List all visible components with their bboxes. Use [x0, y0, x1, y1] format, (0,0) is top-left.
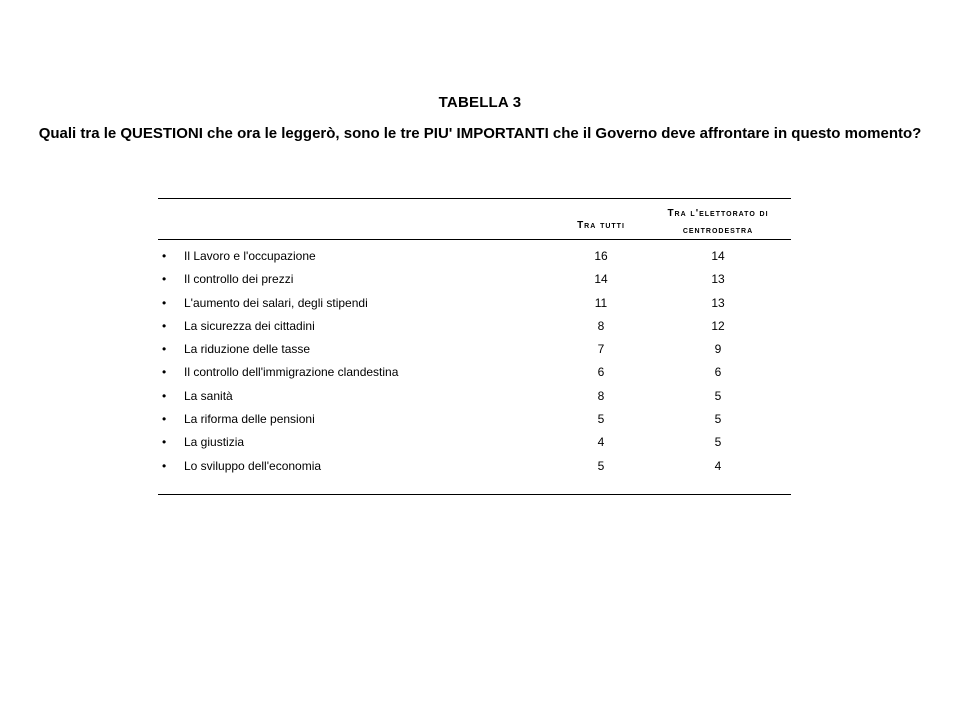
column-header-centrodestra — [644, 205, 792, 239]
value-tutti: 8 — [597, 318, 605, 333]
row-label: L'aumento dei salari, degli stipendi — [184, 295, 368, 310]
value-tutti: 5 — [597, 412, 605, 427]
bullet-icon: • — [162, 388, 167, 403]
bullet-icon: • — [162, 412, 167, 427]
value-tutti: 4 — [597, 435, 605, 450]
table-row — [158, 268, 791, 291]
value-tutti: 14 — [594, 272, 608, 287]
survey-question: Quali tra le QUESTIONI che ora le leggerò, sono le tre PIU' IMPORTANTI che il Governo deve affrontare in questo momento? — [38, 125, 922, 142]
table-row — [158, 315, 791, 338]
table-body — [158, 240, 791, 494]
table-row — [158, 292, 791, 315]
table-row — [158, 361, 791, 384]
value-tutti: 7 — [597, 342, 605, 357]
table-row — [158, 455, 791, 478]
bullet-icon: • — [162, 342, 167, 357]
value-centrodestra: 13 — [711, 295, 725, 310]
column-header-centrodestra-line1: Tra l'elettorato di — [667, 208, 769, 219]
value-centrodestra: 6 — [714, 365, 722, 380]
table-row — [158, 408, 791, 431]
value-centrodestra: 4 — [714, 458, 722, 473]
row-label: La riforma delle pensioni — [184, 412, 315, 427]
row-label: Il controllo dei prezzi — [184, 272, 294, 287]
table-title: TABELLA 3 — [438, 94, 522, 111]
row-label: La sanità — [184, 388, 233, 403]
value-tutti: 16 — [594, 249, 608, 263]
value-centrodestra: 5 — [714, 412, 722, 427]
row-label: Il controllo dell'immigrazione clandestina — [184, 365, 399, 380]
row-label: La sicurezza dei cittadini — [184, 318, 315, 333]
bullet-icon: • — [162, 272, 167, 287]
table-row — [158, 338, 791, 361]
bullet-icon: • — [162, 458, 167, 473]
bullet-icon: • — [162, 365, 167, 380]
results-table — [158, 198, 791, 495]
value-centrodestra: 9 — [714, 342, 722, 357]
column-header-centrodestra-line2: centrodestra — [682, 225, 754, 236]
value-centrodestra: 14 — [711, 249, 725, 263]
value-centrodestra: 13 — [711, 272, 725, 287]
row-label: La riduzione delle tasse — [184, 342, 311, 357]
value-centrodestra: 12 — [711, 318, 725, 333]
row-label: Il Lavoro e l'occupazione — [184, 249, 316, 263]
bullet-icon: • — [162, 435, 167, 450]
value-tutti: 6 — [597, 365, 605, 380]
table-header — [158, 199, 791, 239]
table-row — [158, 245, 791, 268]
value-centrodestra: 5 — [714, 388, 722, 403]
bullet-icon: • — [162, 318, 167, 333]
value-centrodestra: 5 — [714, 435, 722, 450]
table-bottom-rule — [158, 494, 791, 495]
row-label: Lo sviluppo dell'economia — [184, 458, 322, 473]
value-tutti: 5 — [597, 458, 605, 473]
column-header-tutti: Tra tutti — [577, 220, 625, 231]
row-label: La giustizia — [184, 435, 245, 450]
table-row — [158, 431, 791, 454]
value-tutti: 8 — [597, 388, 605, 403]
value-tutti: 11 — [594, 295, 608, 310]
bullet-icon: • — [162, 249, 167, 263]
bullet-icon: • — [162, 295, 167, 310]
table-row — [158, 385, 791, 408]
